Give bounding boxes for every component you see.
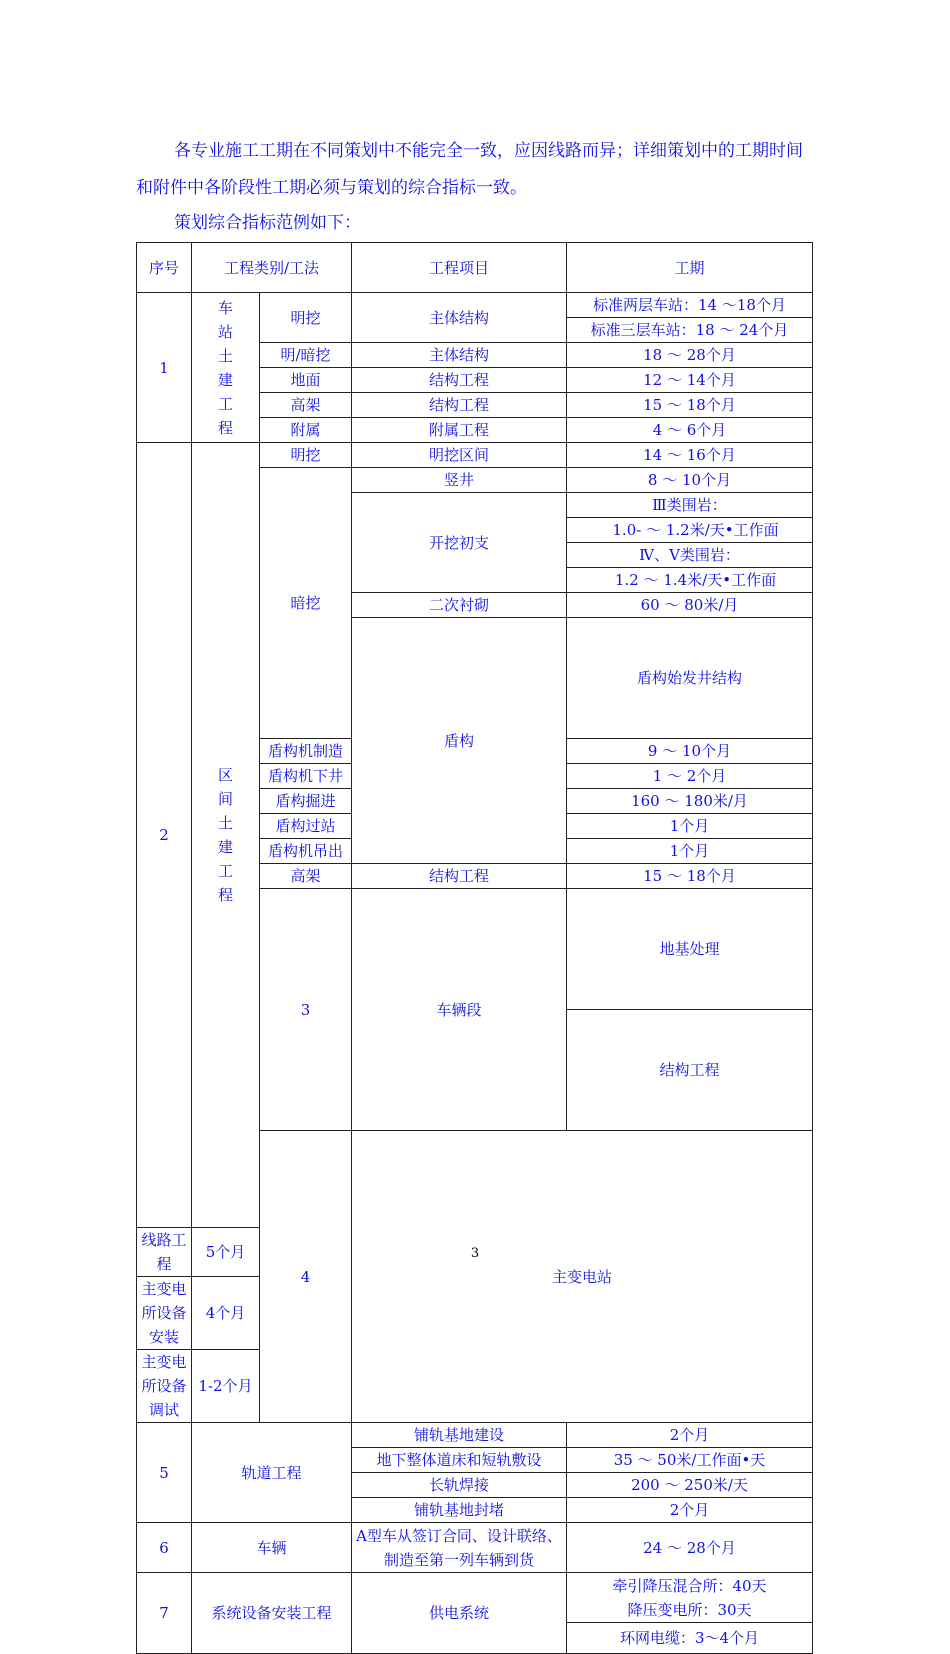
- item-cell: 主变电所设备安装: [137, 1277, 192, 1350]
- method-cell: 高架: [260, 864, 352, 889]
- period-cell: 60 ～ 80米/月: [567, 593, 813, 618]
- category-cell: 车站土建工程: [192, 293, 260, 443]
- item-cell: 开挖初支: [352, 493, 567, 593]
- method-cell: 地基处理: [567, 889, 813, 1010]
- item-cell: 明挖区间: [352, 443, 567, 468]
- period-cell: 14 ～ 16个月: [567, 443, 813, 468]
- seq-cell: 6: [137, 1523, 192, 1573]
- period-cell: 8 ～ 10个月: [567, 468, 813, 493]
- period-cell: 2个月: [567, 1423, 813, 1448]
- period-cell: [567, 518, 813, 543]
- seq-cell: 5: [137, 1423, 192, 1523]
- period-cell: [567, 568, 813, 593]
- method-cell: 盾构: [352, 618, 567, 864]
- category-cell: 系统设备安装工程: [192, 1573, 352, 1654]
- period-line: 牵引降压混合所：40天: [612, 1576, 767, 1595]
- item-cell: 盾构机下井: [260, 764, 352, 789]
- method-cell: 结构工程: [567, 1010, 813, 1131]
- period-cell: Ⅳ、Ⅴ类围岩：: [567, 543, 813, 568]
- period-cell: 标准三层车站：18 ～ 24个月: [567, 318, 813, 343]
- period-cell: 2个月: [567, 1498, 813, 1523]
- item-cell: 铺轨基地封堵: [352, 1498, 567, 1523]
- item-cell: 盾构机吊出: [260, 839, 352, 864]
- item-cell: 地下整体道床和短轨敷设: [352, 1448, 567, 1473]
- item-cell: 结构工程: [352, 368, 567, 393]
- header-seq: 序号: [137, 243, 192, 293]
- item-cell: 主变电所设备调试: [137, 1350, 192, 1423]
- table-header-row: [137, 243, 813, 293]
- method-cell: 明挖: [260, 443, 352, 468]
- category-cell: 车辆段: [352, 889, 567, 1131]
- table-row: [137, 443, 813, 468]
- item-cell: 结构工程: [352, 393, 567, 418]
- seq-cell: 2: [137, 443, 192, 1228]
- item-cell: 二次衬砌: [352, 593, 567, 618]
- method-cell: 高架: [260, 393, 352, 418]
- intro-paragraph: 各专业施工工期在不同策划中不能完全一致，应因线路而异；详细策划中的工期时间和附件中各阶段性工期必须与策划的综合指标一致。: [136, 141, 803, 198]
- category-cell: 车辆: [192, 1523, 352, 1573]
- item-cell: 盾构始发井结构: [567, 618, 813, 739]
- seq-cell: 4: [260, 1131, 352, 1423]
- item-cell: 供电系统: [352, 1573, 567, 1654]
- seq-cell: 1: [137, 293, 192, 443]
- header-period: 工期: [567, 243, 813, 293]
- item-cell: 主体结构: [352, 343, 567, 368]
- table-caption: 策划综合指标范例如下：: [174, 213, 361, 233]
- item-cell: A型车从签订合同、设计联络、制造至第一列车辆到货: [352, 1523, 567, 1573]
- period-cell: Ⅲ类围岩：: [567, 493, 813, 518]
- item-cell: 主体结构: [352, 293, 567, 343]
- item-cell: 线路工程: [137, 1228, 192, 1277]
- period-cell: 标准两层车站：14 ～18个月: [567, 293, 813, 318]
- category-cell: 轨道工程: [192, 1423, 352, 1523]
- table-row: [137, 293, 813, 318]
- method-cell: 附属: [260, 418, 352, 443]
- period-cell: 24 ～ 28个月: [567, 1523, 813, 1573]
- period-cell: 1个月: [567, 814, 813, 839]
- period-cell: 9 ～ 10个月: [567, 739, 813, 764]
- period-line: 1.0- ～ 1.2米/天•工作面: [612, 521, 779, 539]
- period-cell: 35 ～ 50米/工作面•天: [567, 1448, 813, 1473]
- category-cell: 区间土建工程: [192, 443, 260, 1228]
- item-cell: 附属工程: [352, 418, 567, 443]
- method-cell: 暗挖: [260, 468, 352, 739]
- period-cell: 15 ～ 18个月: [567, 393, 813, 418]
- period-cell: 160 ～ 180米/月: [567, 789, 813, 814]
- page-number: 3: [470, 1246, 480, 1261]
- schedule-table: [136, 242, 813, 1654]
- period-cell: 1 ～ 2个月: [567, 764, 813, 789]
- period-line: 1.2 ～ 1.4米/天•工作面: [614, 571, 777, 589]
- table-row: [137, 1523, 813, 1573]
- item-cell: 盾构过站: [260, 814, 352, 839]
- category-cell: 主变电站: [352, 1131, 813, 1423]
- item-cell: 竖井: [352, 468, 567, 493]
- period-cell: [567, 1573, 813, 1623]
- period-cell: 200 ～ 250米/天: [567, 1473, 813, 1498]
- period-cell: 5个月: [192, 1228, 260, 1277]
- header-item: 工程项目: [352, 243, 567, 293]
- period-cell: 环网电缆：3～4个月: [567, 1623, 813, 1654]
- period-cell: 15 ～ 18个月: [567, 864, 813, 889]
- item-cell: 盾构掘进: [260, 789, 352, 814]
- period-cell: 12 ～ 14个月: [567, 368, 813, 393]
- period-cell: 1个月: [567, 839, 813, 864]
- period-cell: 4 ～ 6个月: [567, 418, 813, 443]
- method-cell: 明/暗挖: [260, 343, 352, 368]
- header-category: 工程类别/工法: [192, 243, 352, 293]
- period-cell: 18 ～ 28个月: [567, 343, 813, 368]
- item-cell: 铺轨基地建设: [352, 1423, 567, 1448]
- method-cell: 明挖: [260, 293, 352, 343]
- table-row: [137, 1573, 813, 1623]
- period-line: 降压变电所：30天: [627, 1600, 752, 1619]
- item-cell: 结构工程: [352, 864, 567, 889]
- seq-cell: 7: [137, 1573, 192, 1654]
- period-cell: 4个月: [192, 1277, 260, 1350]
- method-cell: 地面: [260, 368, 352, 393]
- item-cell: 长轨焊接: [352, 1473, 567, 1498]
- item-cell: 盾构机制造: [260, 739, 352, 764]
- period-cell: 1-2个月: [192, 1350, 260, 1423]
- table-row: [137, 1423, 813, 1448]
- seq-cell: 3: [260, 889, 352, 1131]
